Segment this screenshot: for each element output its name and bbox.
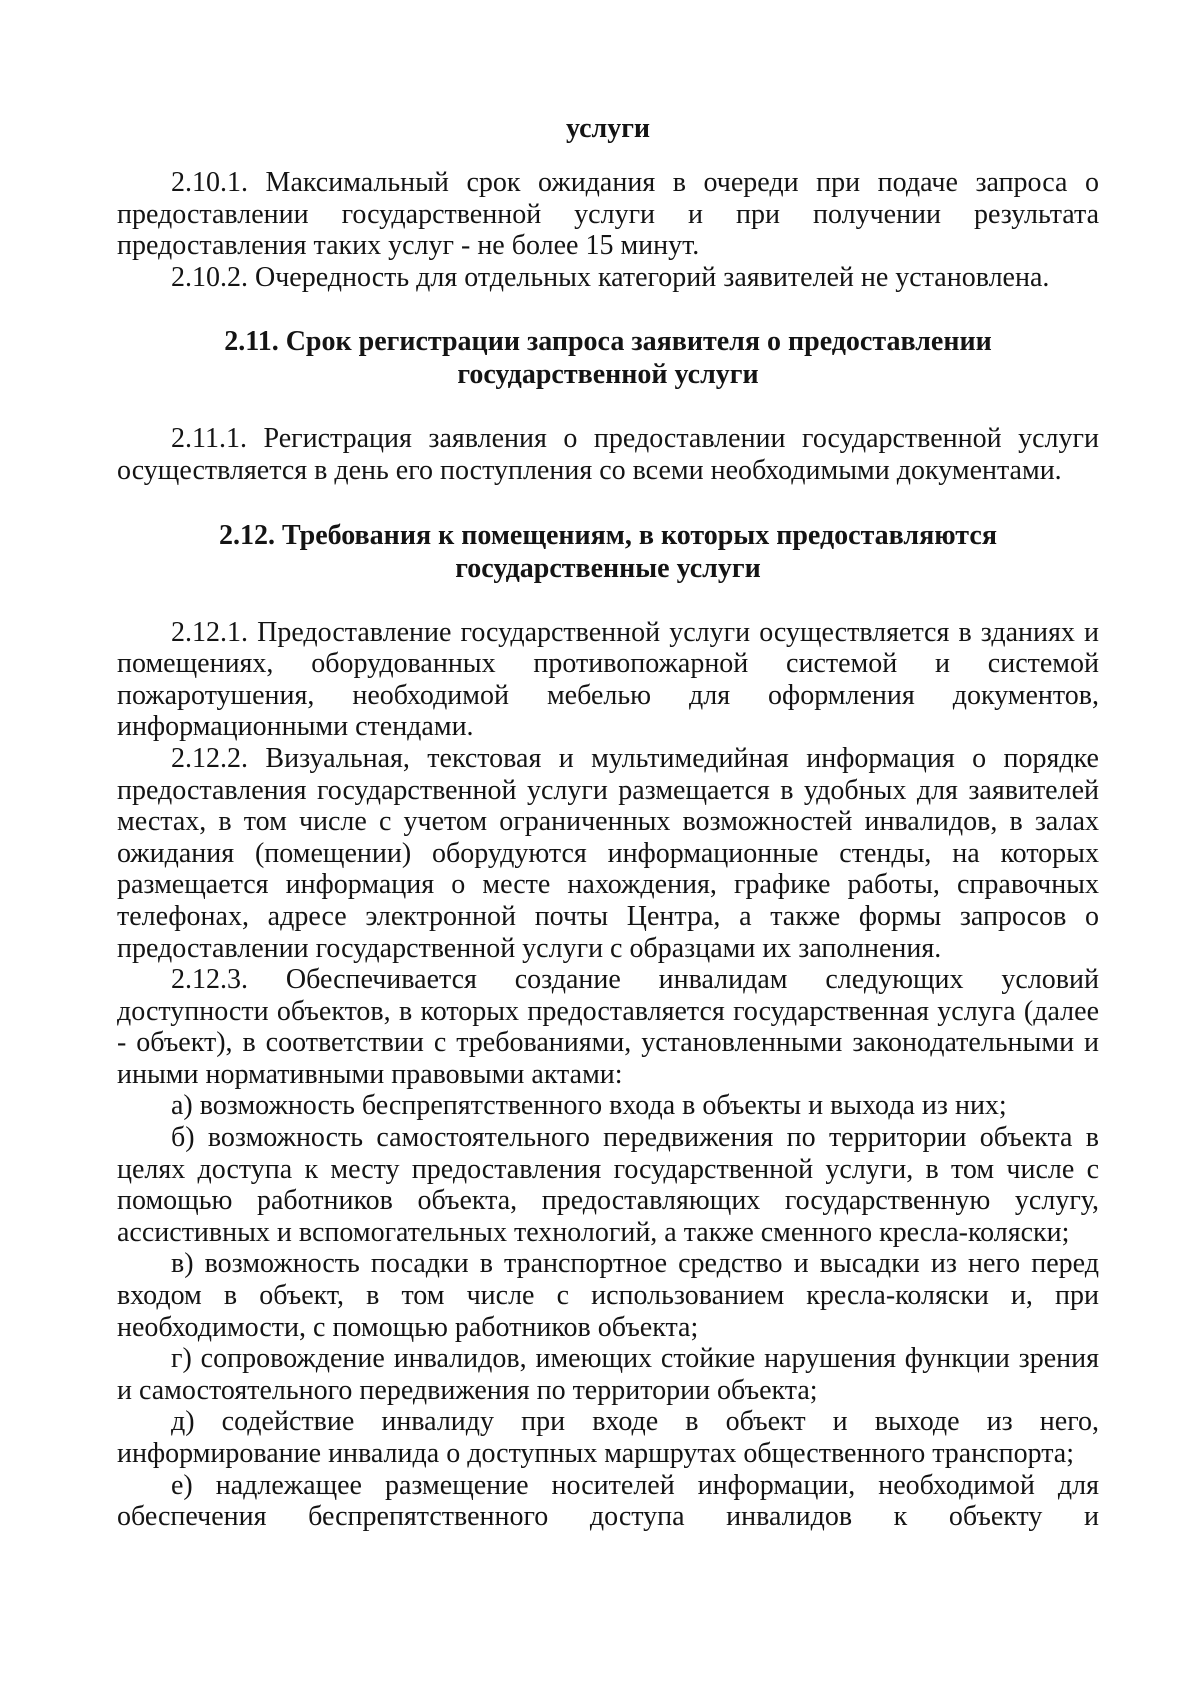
paragraph-2-10-2: 2.10.2. Очередность для отдельных категорий заявителей не установлена. [171, 261, 1050, 293]
paragraph-2-10-1: 2.10.1. Максимальный срок ожидания в очереди при подаче запроса о предоставлении государственной услуги и при получении результата предоставления таких услуг - не более 15 минут. [117, 167, 1099, 262]
section-2-11-title-line2: государственной услуги [457, 359, 759, 391]
paragraph-2-12-2: 2.12.2. Визуальная, текстовая и мультимедийная информация о порядке предоставления государственной услуги размещается в удобных для заявителей местах, в том числе с учетом ограниченных возможностей инвалидов, в залах ожидания (помещении) оборудуются информационные стенды, на которых размещается информация о месте нахождения, графике работы, справочных телефонах, адресе электронной почты Центра, а также формы запросов о предоставлении государственной услуги с образцами их заполнения. [117, 742, 1099, 964]
list-item-g: г) сопровождение инвалидов, имеющих стойкие нарушения функции зрения и самостоятельного передвижения по территории объекта; [117, 1343, 1099, 1406]
continued-heading: услуги [565, 113, 651, 144]
section-2-10 [117, 167, 1099, 293]
paragraph-2-11-1: 2.11.1. Регистрация заявления о предоставлении государственной услуги осуществляется в день его поступления со всеми необходимыми документами. [117, 423, 1099, 486]
section-2-12 [117, 617, 1099, 1533]
list-item-e: е) надлежащее размещение носителей информации, необходимой для обеспечения беспрепятственного доступа инвалидов к объекту и [117, 1469, 1099, 1533]
section-2-12-title-line2: государственные услуги [455, 552, 761, 584]
section-2-12-title-line1: 2.12. Требования к помещениям, в которых предоставляются [219, 519, 997, 551]
document-page [117, 112, 1099, 1533]
section-2-12-title [117, 519, 1099, 585]
list-item-b: б) возможность самостоятельного передвижения по территории объекта в целях доступа к месту предоставления государственной услуги, в том числе с помощью работников объекта, предоставляющих государственную услугу, ассистивных и вспомогательных технологий, а также сменного кресла-коляски; [117, 1122, 1099, 1248]
paragraph-2-12-3: 2.12.3. Обеспечивается создание инвалидам следующих условий доступности объектов, в которых предоставляется государственная услуга (далее - объект), в соответствии с требованиями, установленными законодательными и иными нормативными правовыми актами: [117, 964, 1099, 1090]
section-2-11-title [117, 325, 1099, 391]
list-item-d: д) содействие инвалиду при входе в объект и выходе из него, информирование инвалида о доступных маршрутах общественного транспорта; [117, 1406, 1099, 1469]
list-item-a: а) возможность беспрепятственного входа в объекты и выхода из них; [171, 1090, 1007, 1122]
section-2-11 [117, 423, 1099, 486]
paragraph-2-12-1: 2.12.1. Предоставление государственной услуги осуществляется в зданиях и помещениях, оборудованных противопожарной системой и системой пожаротушения, необходимой мебелью для оформления документов, информационными стендами. [117, 616, 1099, 743]
section-2-11-title-line1: 2.11. Срок регистрации запроса заявителя о предоставлении [224, 326, 992, 358]
list-item-v: в) возможность посадки в транспортное средство и высадки из него перед входом в объект, в том числе с использованием кресла-коляски и, при необходимости, с помощью работников объекта; [117, 1248, 1099, 1343]
